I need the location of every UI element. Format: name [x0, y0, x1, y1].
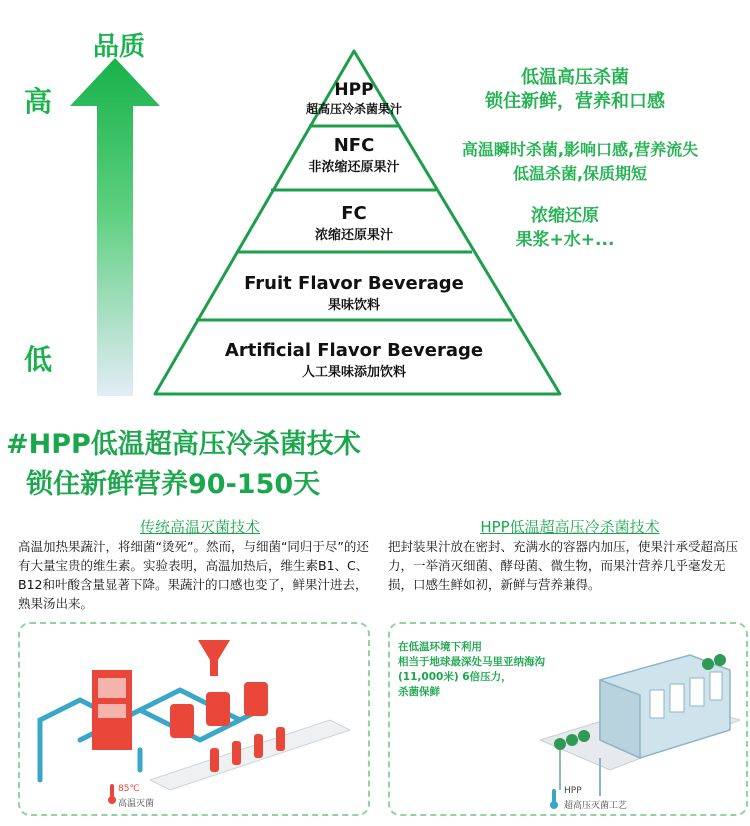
pyramid-tier-artificial-flavor	[194, 340, 514, 380]
tier-title: FC	[341, 203, 367, 224]
tier-title: Fruit Flavor Beverage	[244, 273, 464, 294]
tier-subtitle: 人工果味添加饮料	[301, 365, 406, 380]
pyramid-tier-fruit-flavor	[224, 273, 484, 313]
tier-title: NFC	[333, 135, 375, 156]
note-line: 浓缩还原	[531, 206, 599, 226]
heat-sterilization-caption: 高温灭菌	[118, 799, 155, 809]
hpp-tech-body: 把封装果汁放在密封、充满水的容器内加压，使果汁承受超高压力，一举消灭细菌、酵母菌、微生物，而果汁营养几乎毫发无损，口感生鲜如初，新鲜与营养兼得。	[388, 539, 739, 592]
tier-title: Artificial Flavor Beverage	[224, 340, 484, 361]
quality-arrow	[70, 58, 160, 398]
note-nfc	[430, 138, 730, 186]
tier-title: HPP	[334, 80, 374, 100]
hpp-caption-line1: HPP	[564, 786, 582, 796]
high-label: 高	[24, 85, 53, 118]
heat-sterilization-illustration	[30, 630, 360, 808]
traditional-body: 高温加热果蔬汁，将细菌“烫死”。然而，与细菌“同归于尽”的还有大量宝贵的维生素。实验表明，高温加热后，维生素B1、C、B12和叶酸含量显著下降。果蔬汁的口感也变了，鲜果汁进去，熟果汤出来。	[18, 539, 369, 611]
pyramid-tier-nfc	[274, 135, 434, 175]
note-line: 锁住新鲜，营养和口感	[485, 91, 665, 112]
note-line: 相当于地球最深处马里亚纳海沟	[398, 656, 545, 668]
note-hpp	[455, 66, 695, 114]
tier-subtitle: 果味饮料	[327, 298, 380, 313]
low-label: 低	[24, 343, 53, 376]
hpp-tech-title: HPP低温超高压冷杀菌技术	[480, 518, 660, 536]
note-line: 果浆+水+...	[515, 230, 615, 250]
tier-subtitle: 超高压冷杀菌果汁	[305, 102, 402, 116]
note-line: 在低温环境下利用	[398, 641, 482, 653]
quality-label: 品质	[93, 32, 146, 62]
note-line: 高温瞬时杀菌,影响口感,营养流失	[461, 140, 699, 159]
tier-subtitle: 浓缩还原果汁	[314, 228, 393, 243]
note-line: 低温高压杀菌	[521, 67, 629, 88]
traditional-title: 传统高温灭菌技术	[139, 518, 260, 536]
note-line: (11,000米) 6倍压力，	[398, 671, 512, 683]
thermometer-icon	[548, 788, 560, 810]
hpp-caption-line2: 超高压灭菌工艺	[564, 801, 628, 811]
section-heading: #HPP低温超高压冷杀菌技术	[6, 429, 361, 460]
temperature-label: 85℃	[118, 784, 140, 794]
section-subheading: 锁住新鲜营养90-150天	[26, 469, 321, 500]
note-line: 杀菌保鲜	[398, 686, 440, 698]
pyramid-tier-hpp	[274, 80, 434, 117]
pyramid-tier-fc	[274, 203, 434, 243]
note-line: 低温杀菌,保质期短	[512, 164, 648, 183]
hpp-machine-illustration	[540, 640, 740, 800]
tier-subtitle: 非浓缩还原果汁	[308, 160, 400, 175]
note-fc	[490, 204, 640, 252]
